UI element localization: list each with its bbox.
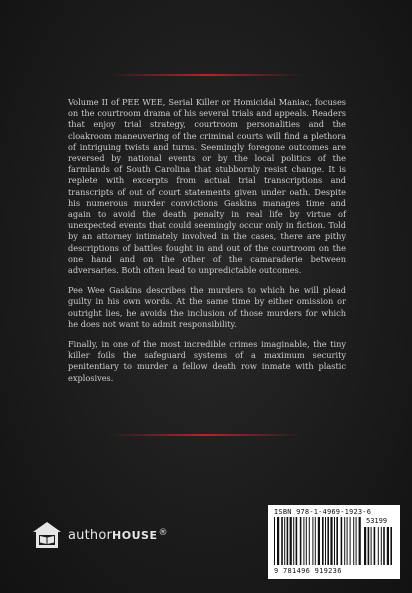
blurb-paragraph-3: Finally, in one of the most incredible crimes imaginable, the tiny killer foils the safeguard systems of a maximum security penitentiary to murder a fellow death row inmate with plastic explosives. bbox=[68, 339, 346, 383]
bottom-red-rule bbox=[108, 434, 304, 436]
price-code: 53199 bbox=[366, 517, 388, 525]
publisher-name-part1: author bbox=[68, 527, 113, 543]
isbn-label: ISBN 978-1-4969-1923-6 bbox=[274, 508, 372, 516]
top-red-rule bbox=[108, 74, 304, 76]
blurb-text bbox=[68, 97, 346, 393]
registered-mark: ® bbox=[158, 527, 168, 538]
ean-barcode bbox=[274, 517, 362, 565]
ean-digits: 9 781496 919236 bbox=[274, 567, 342, 575]
addon-barcode bbox=[364, 527, 394, 565]
blurb-paragraph-2: Pee Wee Gaskins describes the murders to which he will plead guilty in his own words. At the same time by either omission or outright lies, he avoids the inclusion of those murders for which he does not want to admit responsibility. bbox=[68, 285, 346, 329]
publisher-name bbox=[68, 528, 168, 543]
house-book-icon bbox=[32, 521, 62, 549]
publisher-name-part2: HOUSE bbox=[112, 528, 158, 542]
publisher-logo bbox=[32, 520, 168, 550]
barcode-panel bbox=[268, 505, 400, 579]
blurb-paragraph-1: Volume II of PEE WEE, Serial Killer or Homicidal Maniac, focuses on the courtroom drama of his several trials and appeals. Readers that enjoy trial strategy, courtroom personalities and the cloakroom maneuvering of the criminal courts will find a plethora of intriguing twists and turns. Seemingly foregone outcomes are reversed by national events or by the local politics of the farmlands of South Carolina that stubbornly resist change. It is replete with excerpts from actual trial transcriptions and transcripts of out of court statements given under oath. Despite his numerous murder convictions Gaskins manages time and again to avoid the death penalty in real life by virtue of unexpected events that could seemingly occur only in fiction. Told by an attorney intimately involved in the cases, there are pithy descriptions of battles fought in and out of the courtroom on the one hand and on the other of the camaraderie between adversaries. Both often lead to unpredictable outcomes. bbox=[68, 97, 346, 276]
